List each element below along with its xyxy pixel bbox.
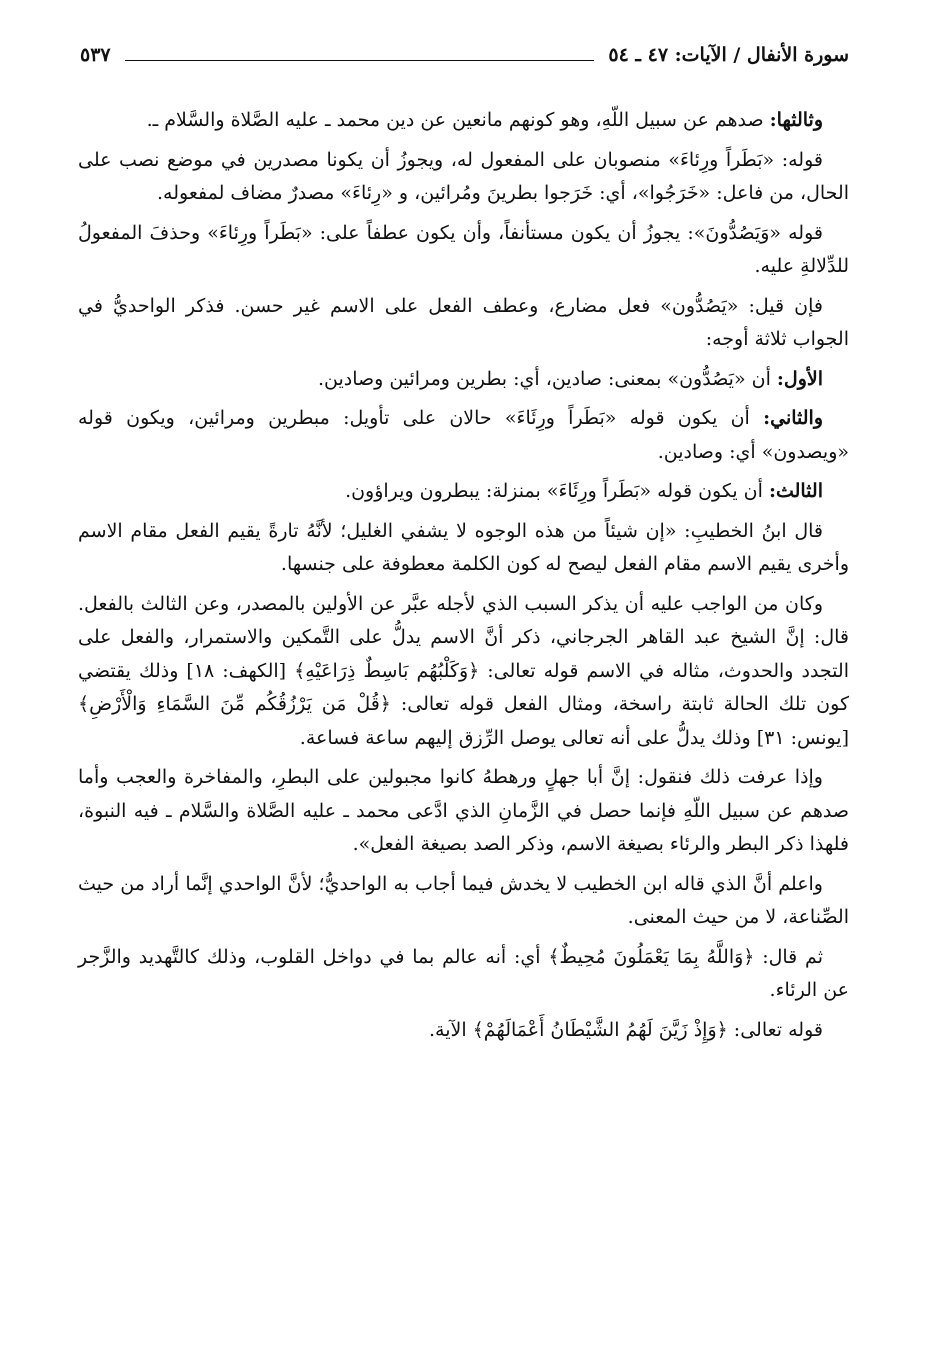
paragraph-1 [78, 104, 849, 138]
paragraph-8 [78, 515, 849, 582]
running-header [80, 38, 849, 72]
paragraph-text: قوله: «بَطَراً ورِئاءَ» منصوبان على المفعول له، ويجوزُ أن يكونا مصدرين في موضع نصب على الحال، من فاعل: «خَرَجُوا»، أي: خَرَجوا بطرينَ ومُرائين، و «رِئاءَ» مصدرٌ مضاف لمفعوله. [78, 148, 849, 204]
paragraph-lead: وثالثها: [769, 109, 823, 131]
paragraph-6 [78, 402, 849, 469]
page-body [78, 104, 849, 1053]
paragraph-5 [78, 363, 849, 397]
header-title: سورة الأنفال / الآيات: ٤٧ ـ ٥٤ [608, 44, 849, 66]
paragraph-text: واعلم أنَّ الذي قاله ابن الخطيب لا يخدش فيما أجاب به الواحديُّ؛ لأنَّ الواحدي إنَّما أراد من حيث الصِّناعة، لا من حيث المعنى. [78, 872, 849, 928]
paragraph-text: أن يكون قوله «بَطَراً ورِئَاءَ» بمنزلة: يبطرون ويراؤون. [345, 480, 769, 502]
paragraph-lead: الأول: [776, 367, 823, 390]
paragraph-text: وإذا عرفت ذلك فنقول: إنَّ أبا جهلٍ ورهطهُ كانوا مجبولين على البطرِ، والمفاخرة والعجب وأما صدهم عن سبيل اللّهِ فإنما حصل في الزَّمانِ الذي ادَّعى محمد ـ عليه الصَّلاة والسَّلام ـ فيه النبوة، فلهذا ذكر البطر والرئاء بصيغة الاسم، وذكر الصد بصيغة الفعل». [78, 766, 849, 855]
paragraph-13 [78, 1014, 849, 1048]
paragraph-text: فإن قيل: «يَصُدُّون» فعل مضارع، وعطف الفعل على الاسم غير حسن. فذكر الواحديُّ في الجواب ثلاثة أوجه: [78, 294, 849, 350]
paragraph-text: ثم قال: ﴿وَاللَّهُ بِمَا يَعْمَلُونَ مُحِيطٌ﴾ أي: أنه عالم بما في دواخل القلوب، وذلك كالتَّهديد والزَّجر عن الرئاء. [78, 945, 849, 1001]
paragraph-lead: الثالث: [768, 480, 823, 502]
paragraph-3 [78, 217, 849, 284]
paragraph-text: وكان من الواجب عليه أن يذكر السبب الذي لأجله عبَّر عن الأولين بالمصدر، وعن الثالث بالفعل. قال: إنَّ الشيخ عبد القاهر الجرجاني، ذكر أنَّ الاسم يدلُّ على التَّمكين والاستمرار، والفعل على التجدد والحدوث، مثاله في الاسم قوله تعالى: ﴿وَكَلْبُهُم بَاسِطٌ ذِرَاعَيْهِ﴾ [الكهف: ١٨] وذلك يقتضي كون تلك الحالة ثابتة راسخة، ومثال الفعل قوله تعالى: ﴿قُلْ مَن يَرْزُقُكُم مِّنَ السَّمَاءِ وَالْأَرْضِ﴾ [يونس: ٣١] وذلك يدلُّ على أنه تعالى يوصل الرِّزق إليهم ساعة فساعة. [78, 592, 849, 749]
paragraph-text: أن «يَصُدُّون» بمعنى: صادين، أي: بطرين ومرائين وصادين. [317, 367, 777, 390]
header-rule [125, 60, 595, 61]
paragraph-2 [78, 144, 849, 211]
paragraph-lead: والثاني: [763, 407, 823, 429]
paragraph-text: أن يكون قوله «بَطَراً ورِئَاءَ» حالان على تأويل: مبطرين ومرائين، ويكون قوله «ويصدون» أي: وصادين. [78, 407, 849, 463]
paragraph-text: قال ابنُ الخطيبِ: «إن شيئاً من هذه الوجوه لا يشفي الغليل؛ لأنَّهُ تارةً يقيم الفعل مقام الاسم وأخرى يقيم الاسم مقام الفعل ليصح له كون الكلمة معطوفة على جنسها. [78, 519, 849, 575]
paragraph-7 [78, 475, 849, 509]
paragraph-10 [78, 761, 849, 862]
paragraph-11 [78, 868, 849, 935]
paragraph-12 [78, 941, 849, 1008]
paragraph-9 [78, 588, 849, 756]
paragraph-text: قوله تعالى: ﴿وَإِذْ زَيَّنَ لَهُمُ الشَّيْطَانُ أَعْمَالَهُمْ﴾ الآية. [428, 1018, 823, 1041]
paragraph-text: قوله «وَيَصُدُّونَ»: يجوزُ أن يكون مستأنفاً، وأن يكون عطفاً على: «بَطَراً ورِئاءَ» وحذفَ المفعولُ للدِّلالةِ عليه. [78, 221, 849, 277]
paragraph-4 [78, 290, 849, 357]
page-number: ٥٣٧ [80, 44, 111, 66]
paragraph-text: صدهم عن سبيل اللّهِ، وهو كونهم مانعين عن دين محمد ـ عليه الصَّلاة والسَّلام ـ. [146, 109, 770, 131]
